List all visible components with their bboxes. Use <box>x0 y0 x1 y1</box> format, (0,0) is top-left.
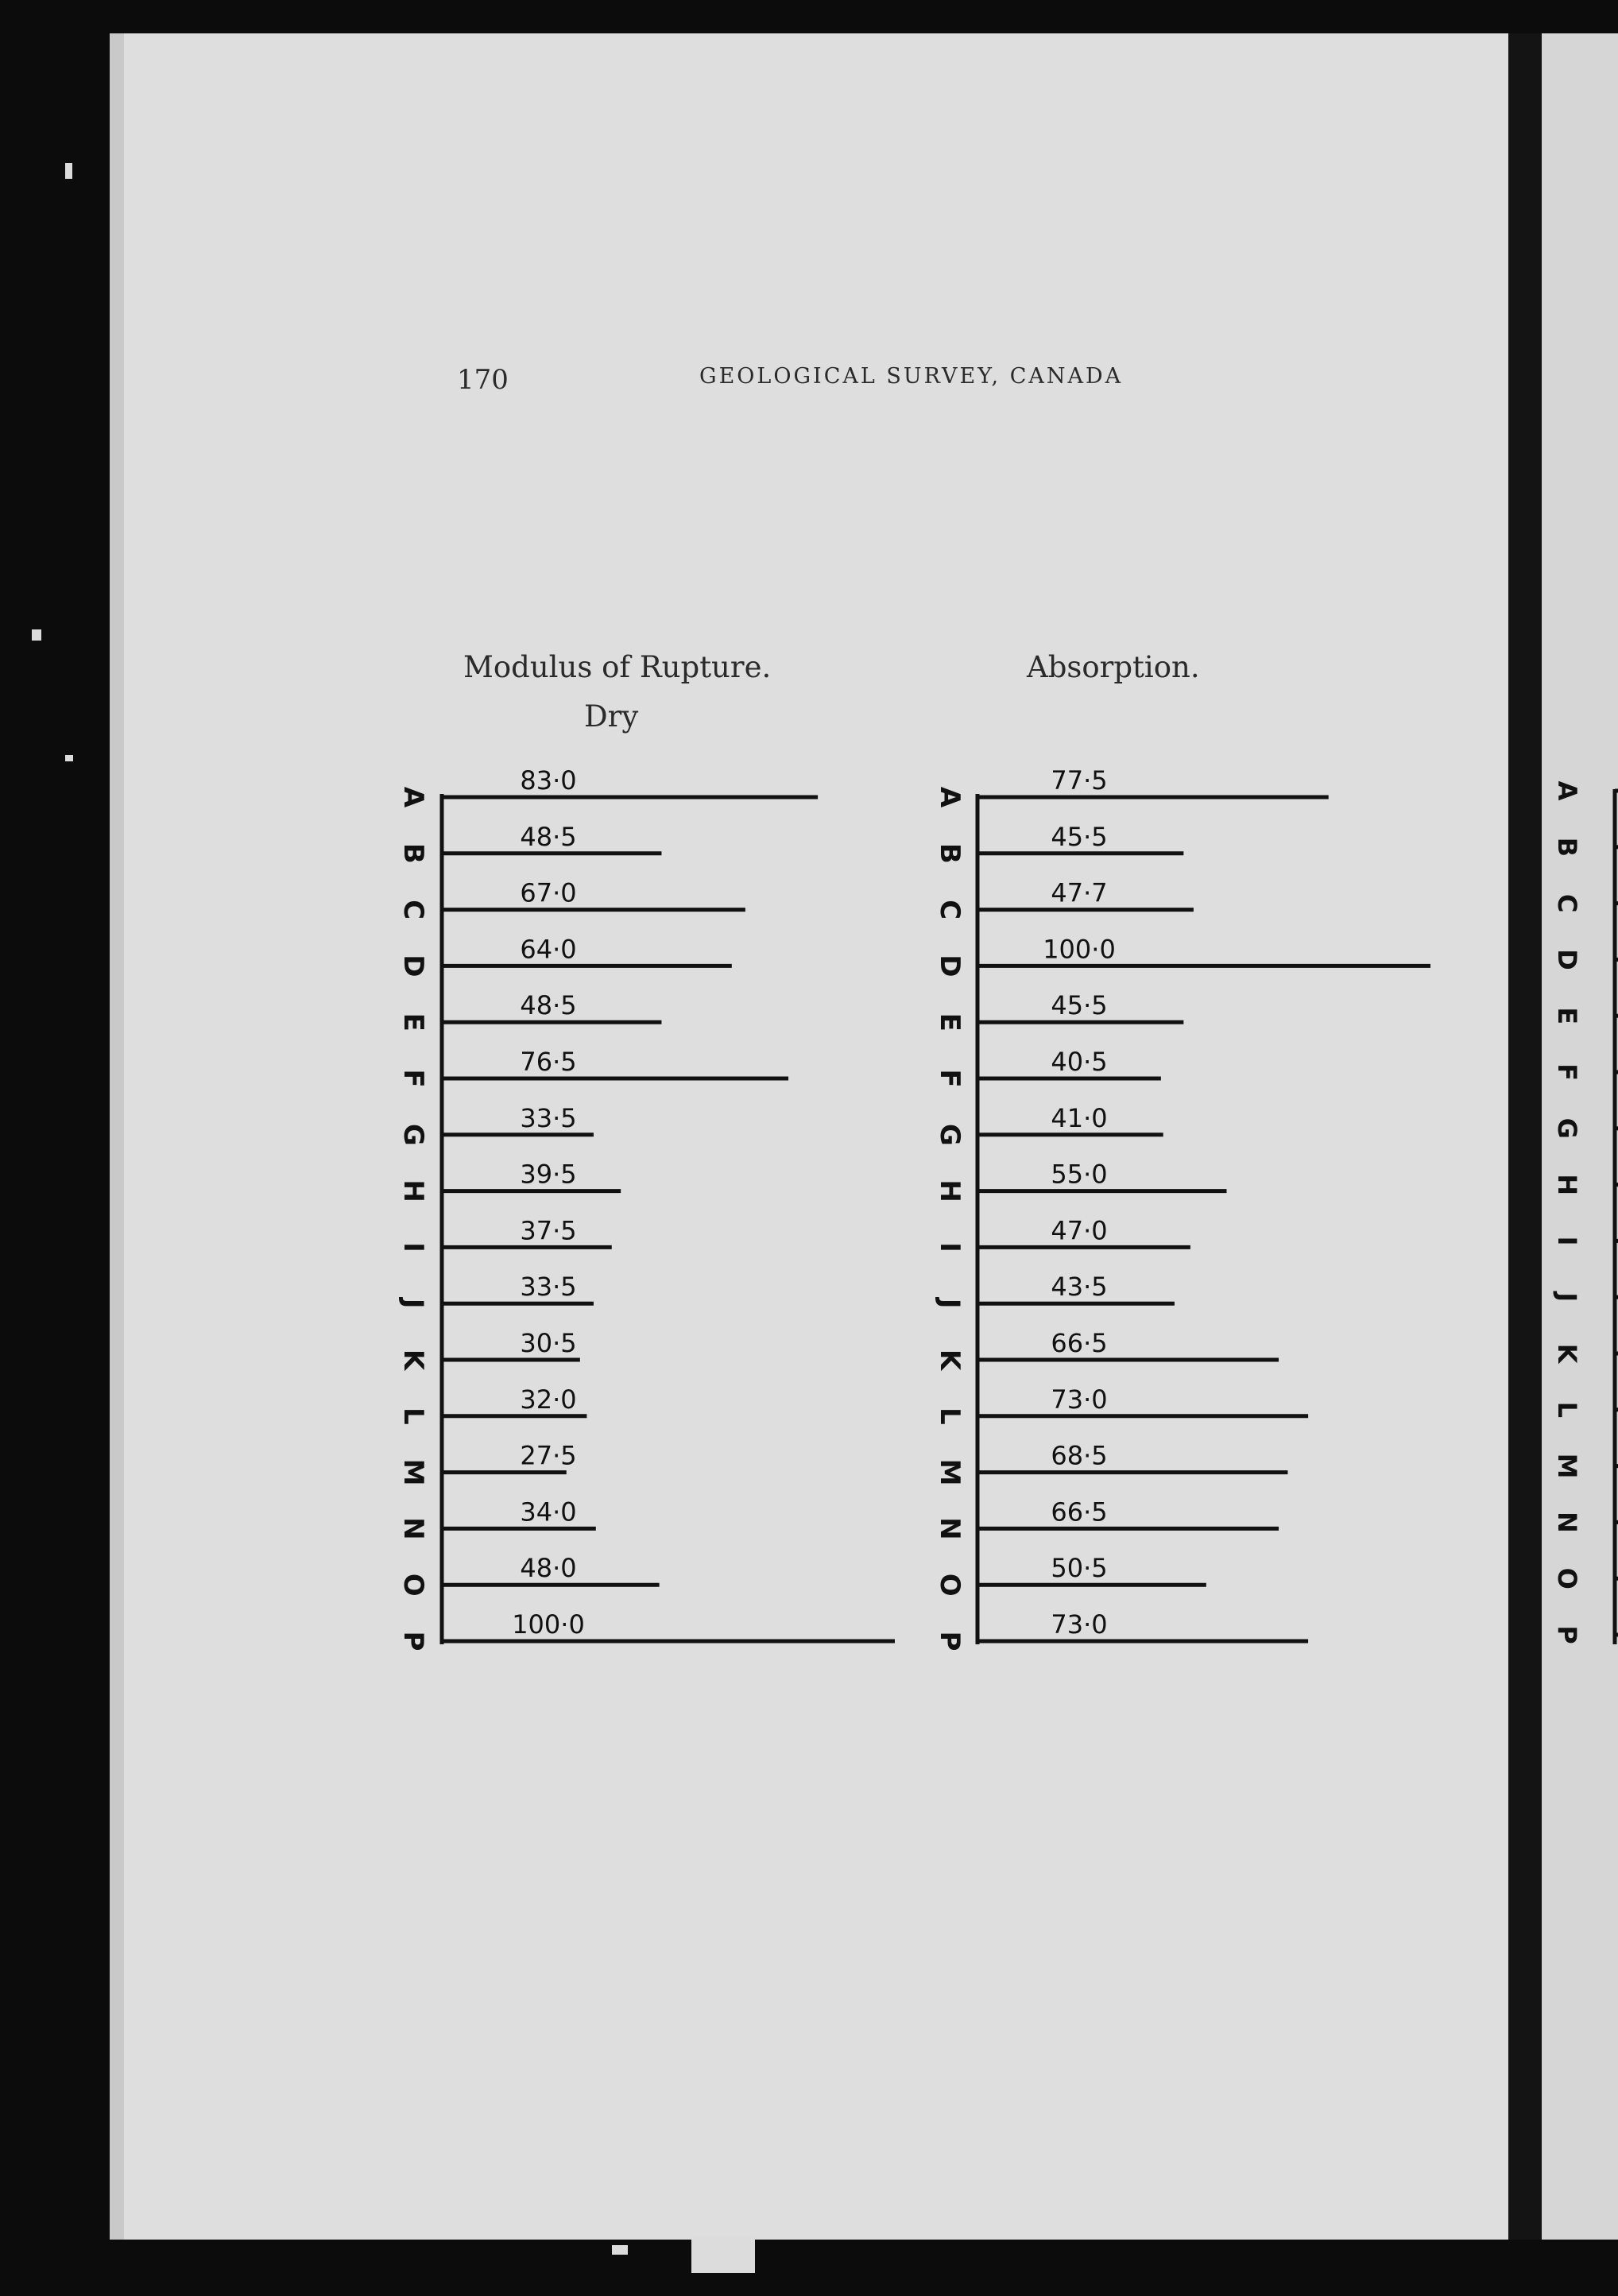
facing-page-category-label: B <box>1552 837 1582 857</box>
facing-page-category-label: H <box>1552 1174 1582 1195</box>
absorption-category-label: A <box>934 786 966 808</box>
modulus-value-label: 100·0 <box>512 1609 585 1640</box>
modulus-value-label: 39·5 <box>520 1159 577 1190</box>
absorption-chart <box>934 765 1430 1651</box>
facing-page-category-label: O <box>1552 1567 1582 1589</box>
modulus-value-label: 83·0 <box>520 765 577 796</box>
modulus-category-label: K <box>397 1349 429 1371</box>
absorption-category-label: D <box>934 954 966 978</box>
facing-page-category-label: K <box>1552 1343 1582 1364</box>
absorption-category-label: G <box>934 1123 966 1146</box>
modulus-value-label: 48·0 <box>520 1553 577 1584</box>
modulus-category-label: M <box>397 1458 429 1486</box>
modulus-category-label: G <box>397 1123 429 1146</box>
facing-page-category-label: C <box>1552 893 1582 913</box>
absorption-category-label: B <box>934 842 966 864</box>
modulus-value-label: 76·5 <box>520 1047 577 1077</box>
absorption-value-label: 40·5 <box>1051 1047 1108 1077</box>
facing-page-category-label: D <box>1552 949 1582 970</box>
modulus-value-label: 33·5 <box>520 1272 577 1303</box>
absorption-category-label: K <box>934 1349 966 1371</box>
facing-page-category-label: P <box>1552 1625 1582 1644</box>
absorption-category-label: C <box>934 900 966 920</box>
absorption-chart-title: Absorption. <box>1027 650 1200 684</box>
modulus-category-label: C <box>397 900 429 920</box>
modulus-value-label: 32·0 <box>520 1384 577 1415</box>
absorption-value-label: 68·5 <box>1051 1440 1108 1471</box>
modulus-value-label: 48·5 <box>520 990 577 1021</box>
modulus-chart-title: Modulus of Rupture. <box>463 650 772 684</box>
absorption-category-label: L <box>934 1407 966 1425</box>
facing-page-category-label: E <box>1552 1007 1582 1025</box>
modulus-category-label: D <box>397 954 429 978</box>
modulus-category-label: A <box>397 786 429 808</box>
modulus-category-label: P <box>397 1631 429 1651</box>
modulus-category-label: E <box>397 1012 429 1032</box>
modulus-value-label: 27·5 <box>520 1440 577 1471</box>
modulus-category-label: N <box>397 1517 429 1540</box>
modulus-chart <box>397 765 895 1651</box>
facing-page-category-label: M <box>1552 1453 1582 1479</box>
absorption-category-label: E <box>934 1012 966 1032</box>
facing-page-category-label: L <box>1552 1401 1582 1418</box>
absorption-value-label: 66·5 <box>1051 1496 1108 1527</box>
facing-page-category-label: N <box>1552 1512 1582 1533</box>
page-number: 170 <box>457 364 509 396</box>
modulus-value-label: 33·5 <box>520 1102 577 1133</box>
facing-page-chart <box>1552 781 1618 1644</box>
absorption-value-label: 45·5 <box>1051 821 1108 852</box>
modulus-value-label: 64·0 <box>520 934 577 965</box>
facing-page-category-label: F <box>1552 1063 1582 1081</box>
absorption-category-label: H <box>934 1179 966 1202</box>
facing-page-category-label: I <box>1552 1236 1582 1246</box>
modulus-value-label: 37·5 <box>520 1215 577 1246</box>
facing-page-category-label: J <box>1552 1292 1582 1303</box>
absorption-value-label: 73·0 <box>1051 1384 1108 1415</box>
absorption-category-label: J <box>934 1298 966 1309</box>
modulus-value-label: 67·0 <box>520 877 577 908</box>
absorption-value-label: 100·0 <box>1043 934 1116 965</box>
absorption-category-label: F <box>934 1069 966 1088</box>
modulus-category-label: F <box>397 1069 429 1088</box>
modulus-category-label: J <box>397 1298 429 1309</box>
modulus-chart-subtitle: Dry <box>584 699 639 734</box>
modulus-category-label: H <box>397 1179 429 1202</box>
absorption-category-label: P <box>934 1631 966 1651</box>
modulus-category-label: I <box>397 1242 429 1253</box>
absorption-category-label: O <box>934 1573 966 1597</box>
modulus-category-label: O <box>397 1573 429 1597</box>
facing-page-category-label: A <box>1552 780 1582 801</box>
absorption-value-label: 47·7 <box>1051 877 1108 908</box>
absorption-category-label: N <box>934 1517 966 1540</box>
absorption-category-label: M <box>934 1458 966 1486</box>
absorption-value-label: 73·0 <box>1051 1609 1108 1640</box>
modulus-category-label: B <box>397 842 429 864</box>
absorption-value-label: 50·5 <box>1051 1553 1108 1584</box>
absorption-value-label: 41·0 <box>1051 1102 1108 1133</box>
absorption-value-label: 47·0 <box>1051 1215 1108 1246</box>
running-title: GEOLOGICAL SURVEY, CANADA <box>699 364 1124 389</box>
absorption-value-label: 77·5 <box>1051 765 1108 796</box>
absorption-value-label: 45·5 <box>1051 990 1108 1021</box>
facing-page-category-label: G <box>1552 1117 1582 1139</box>
absorption-value-label: 43·5 <box>1051 1272 1108 1303</box>
modulus-value-label: 34·0 <box>520 1496 577 1527</box>
absorption-value-label: 55·0 <box>1051 1159 1108 1190</box>
modulus-value-label: 48·5 <box>520 821 577 852</box>
modulus-category-label: L <box>397 1407 429 1425</box>
absorption-category-label: I <box>934 1242 966 1253</box>
absorption-value-label: 66·5 <box>1051 1328 1108 1358</box>
modulus-value-label: 30·5 <box>520 1328 577 1358</box>
